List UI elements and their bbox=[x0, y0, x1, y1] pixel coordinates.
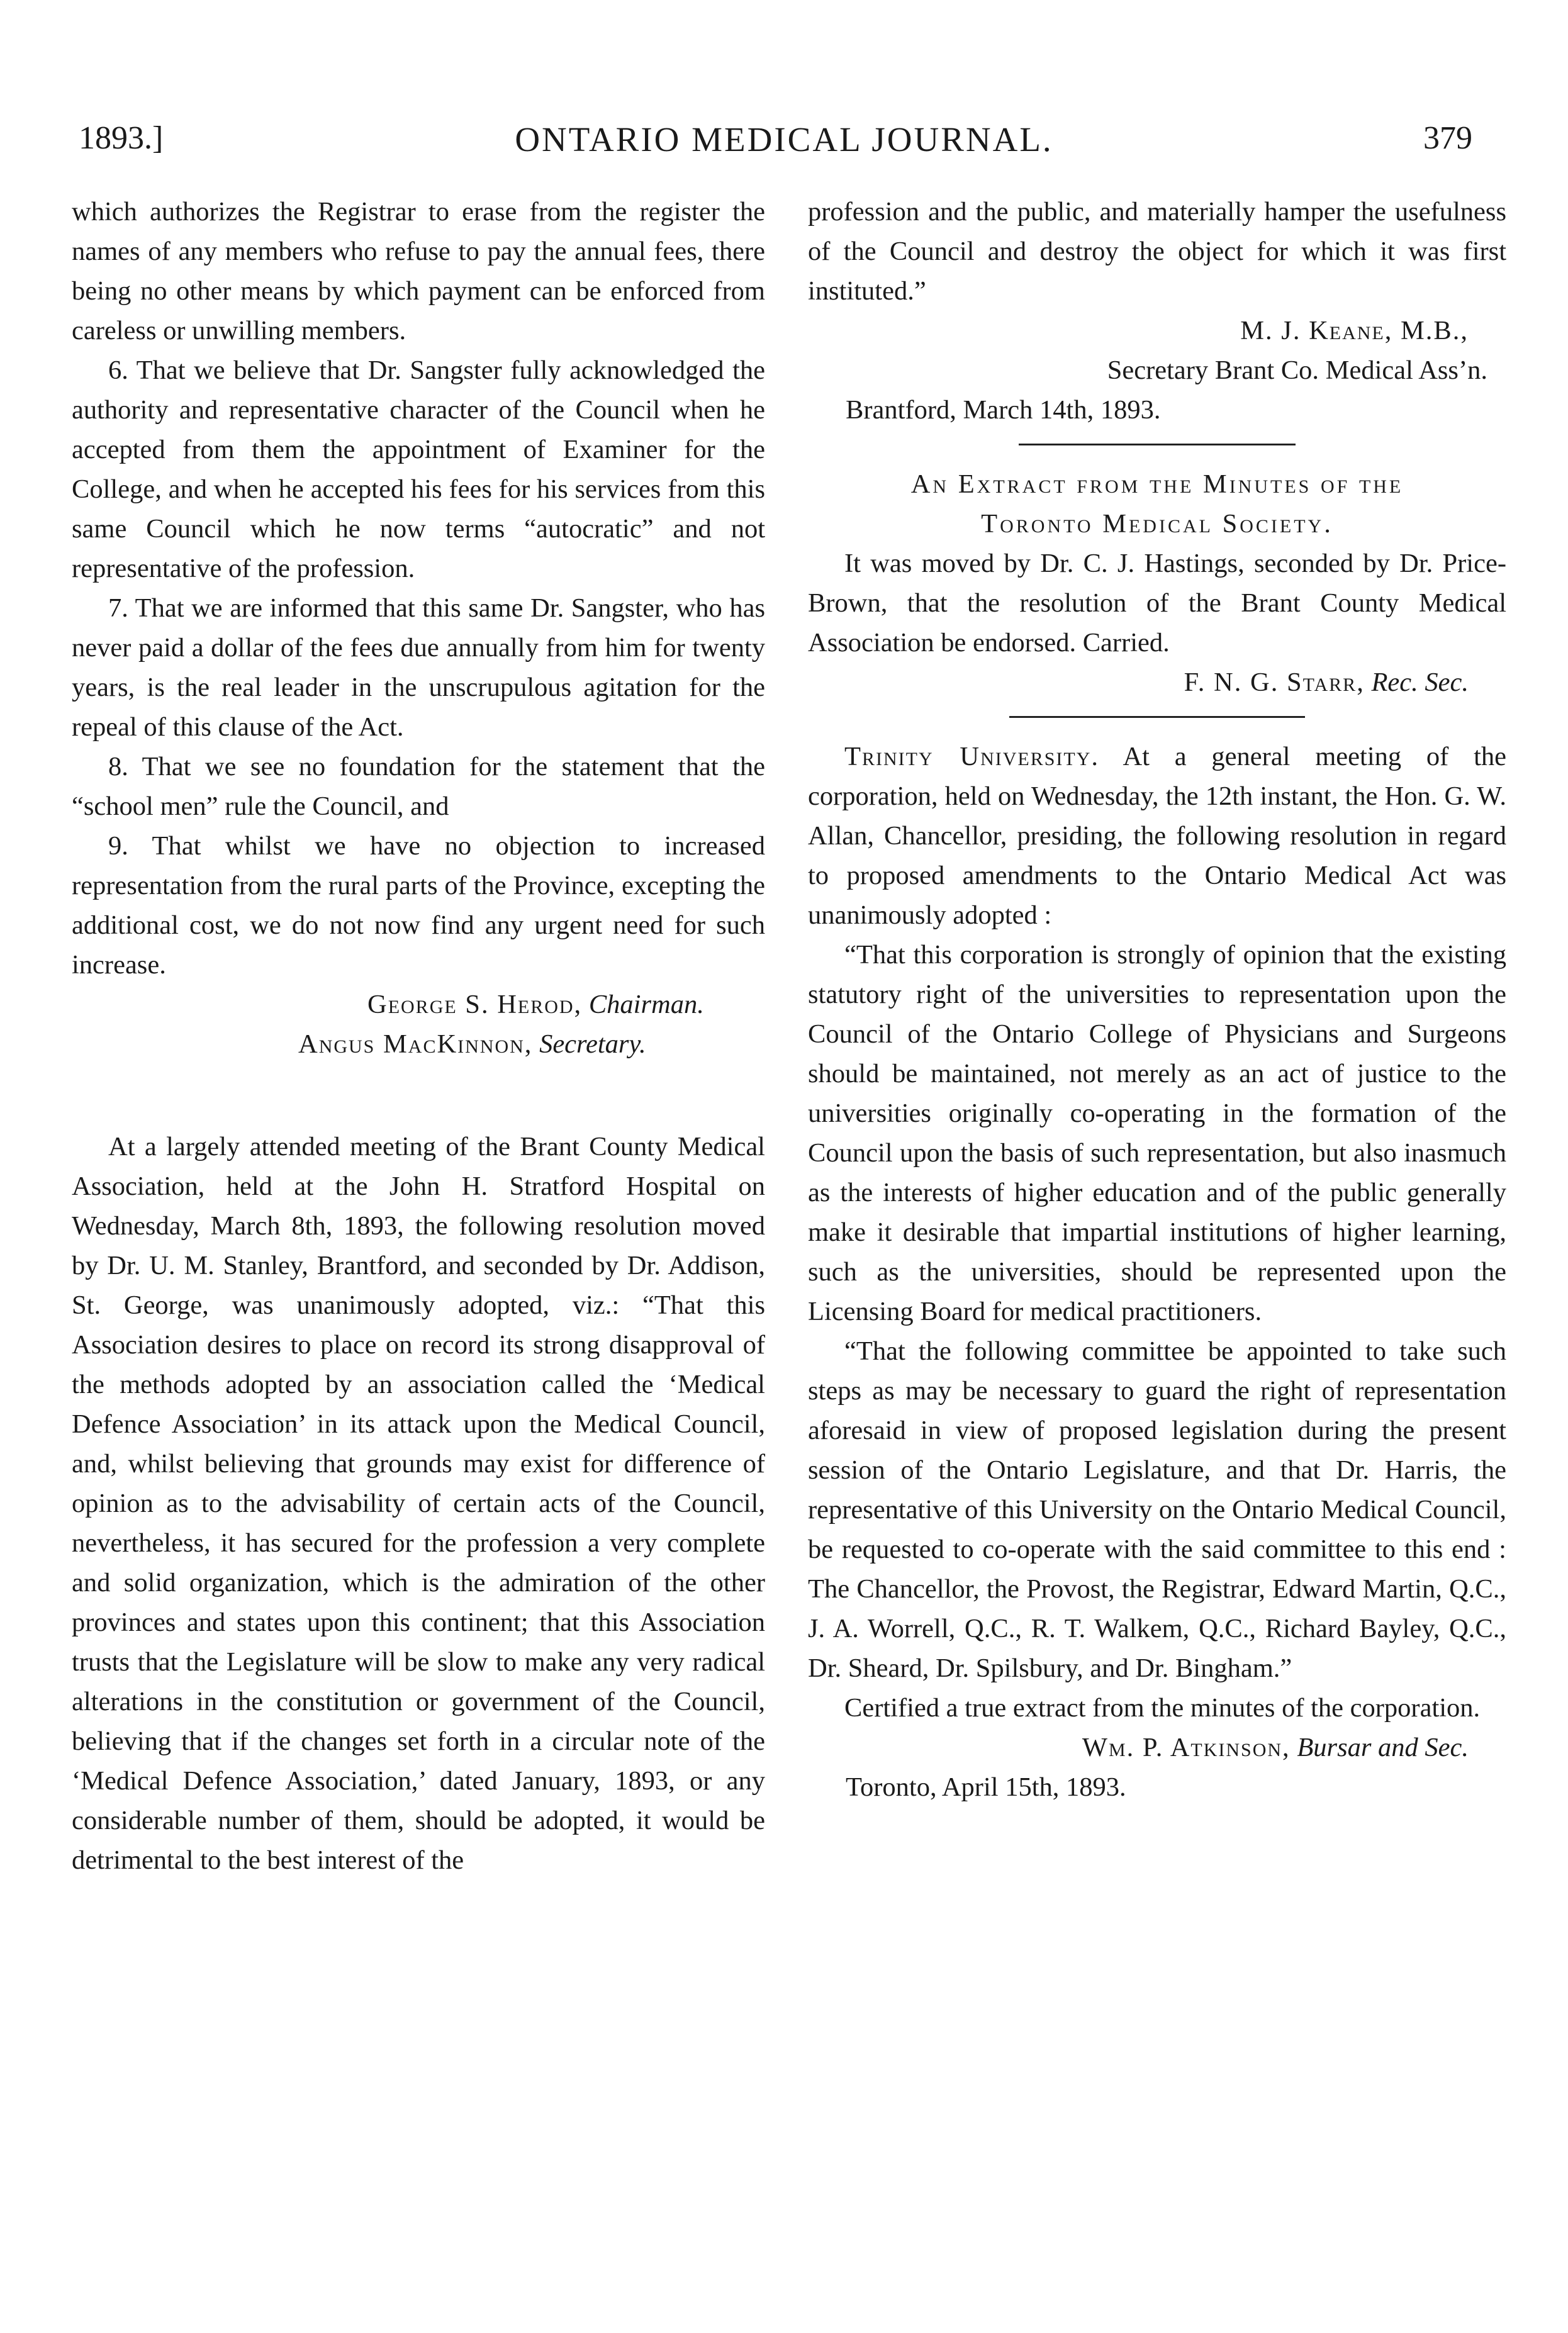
trinity-quote-2: “That the following committee be appointed to take such steps as may be necessary to guard the right of representation aforesaid in view of proposed legislation during the present session of the Ontario Legislature, and that Dr. Harris, the representative of this University on the Ontario Medical Council, be requested to co-operate with the said committee to this end : The Chancellor, the Provost, the Registrar, Edward Martin, Q.C., J. A. Worrell, Q.C., R. T. Walkem, Q.C., Richard Bayley, Q.C., Dr. Sheard, Dr. Spilsbury, and Dr. Bingham.” bbox=[808, 1336, 1506, 1683]
signature-role: Chairman. bbox=[588, 990, 704, 1019]
journal-title: ONTARIO MEDICAL JOURNAL. bbox=[515, 120, 1053, 159]
signature-role: Secretary. bbox=[539, 1029, 646, 1059]
toronto-heading-line-1: An Extract from the Minutes of the bbox=[910, 469, 1404, 499]
keane-dateline: Brantford, March 14th, 1893. bbox=[846, 395, 1161, 425]
paragraph-item-6: 6. That we believe that Dr. Sangster fully acknowledged the authority and representative character of the Council when he accepted from them the appointment of Examiner for the College, and when he accepted his fees for his services from this same Council which he now terms “autocratic” and not representative of the profession. bbox=[72, 355, 765, 583]
right-column bbox=[808, 192, 1506, 1807]
brant-association-paragraph: At a largely attended meeting of the Brant County Medical Association, held at the John H. Stratford Hospital on Wednesday, March 8th, 1893, the following resolution moved by Dr. U. M. Stanley, Brantford, and seconded by Dr. Addison, St. George, was unanimously adopted, viz.: “That this Association desires to place on record its strong disapproval of the methods adopted by an association called the ‘Medical Defence Association’ in its attack upon the Medical Council, and, whilst believing that grounds may exist for difference of opinion as to the advisability of certain acts of the Council, nevertheless, it has secured for the profession a very complete and solid organization, which is the admiration of the other provinces and states upon this continent; that this Association trusts that the Legislature will be slow to make any very radical alterations in the constitution or government of the Council, believing that if the changes set forth in a circular note of the ‘Medical Defence Association,’ dated January, 1893, or any considerable number of them, should be adopted, it would be detrimental to the best interest of the bbox=[72, 1132, 765, 1875]
page-number: 379 bbox=[1423, 120, 1472, 156]
signature-name: F. N. G. Starr, bbox=[1184, 668, 1365, 697]
starr-signature bbox=[808, 663, 1506, 702]
toronto-paragraph: It was moved by Dr. C. J. Hastings, seconded by Dr. Price-Brown, that the resolution of the Brant County Medical Association be endorsed. Carried. bbox=[808, 549, 1506, 657]
section-divider bbox=[1019, 444, 1296, 445]
trinity-lead: Trinity University. bbox=[844, 742, 1100, 771]
signature-role: Rec. Sec. bbox=[1371, 668, 1469, 697]
atkinson-dateline: Toronto, April 15th, 1893. bbox=[846, 1772, 1126, 1802]
page-header bbox=[0, 120, 1568, 170]
running-date: 1893.] bbox=[79, 120, 164, 156]
trinity-quote-1: “That this corporation is strongly of opinion that the existing statutory right of the universities to representation upon the Council of the Ontario College of Physicians and Surgeons should be maintained, not merely as an act of justice to the universities originally co-operating in the formation of the Council upon the basis of such representation, but also inasmuch as the interests of higher education and of the public generally make it desirable that impartial institutions of higher learning, such as the universities, should be represented upon the Licensing Board for medical practitioners. bbox=[808, 940, 1506, 1326]
certified-line: Certified a true extract from the minutes of the corporation. bbox=[844, 1693, 1481, 1723]
section-gap bbox=[72, 1064, 765, 1127]
left-column bbox=[72, 192, 765, 1880]
toronto-heading-line-2: Toronto Medical Society. bbox=[981, 509, 1333, 539]
trinity-paragraph bbox=[808, 737, 1506, 935]
signature-role: Bursar and Sec. bbox=[1297, 1733, 1469, 1762]
signature-name: Wm. P. Atkinson, bbox=[1082, 1733, 1291, 1762]
signature-secretary bbox=[72, 1024, 765, 1064]
signature-chairman bbox=[72, 985, 765, 1024]
paragraph-item-9: 9. That whilst we have no objection to increased representation from the rural parts of the Province, excepting the additional cost, we do not now find any urgent need for such increase. bbox=[72, 831, 765, 980]
section-divider bbox=[1009, 716, 1305, 718]
paragraph-item-7: 7. That we are informed that this same Dr. Sangster, who has never paid a dollar of the fees due annually from him for twenty years, is the real leader in the unscrupulous agitation for the repeal of this clause of the Act. bbox=[72, 593, 765, 742]
paragraph-intro: which authorizes the Registrar to erase from the register the names of any members who refuse to pay the annual fees, there being no other means by which payment can be enforced from careless or unwilling members. bbox=[72, 197, 765, 345]
atkinson-signature bbox=[808, 1728, 1506, 1767]
keane-role: Secretary Brant Co. Medical Ass’n. bbox=[1107, 355, 1487, 385]
trinity-text: At a general meeting of the corporation, held on Wednesday, the 12th instant, the Hon. G. W. Allan, Chancellor, presiding, the following resolution in regard to proposed amendments to the Ontario Medical Act was unanimously adopted : bbox=[808, 742, 1507, 930]
paragraph-item-8: 8. That we see no foundation for the statement that the “school men” rule the Council, and bbox=[72, 752, 765, 821]
keane-signature bbox=[808, 311, 1506, 350]
signature-name: George S. Herod, bbox=[367, 990, 583, 1019]
signature-name: M. J. Keane, M.B., bbox=[1240, 316, 1469, 345]
brant-continuation: profession and the public, and materially hamper the usefulness of the Council and destroy the object for which it was first instituted.” bbox=[808, 197, 1506, 306]
signature-name: Angus MacKinnon, bbox=[298, 1029, 533, 1059]
